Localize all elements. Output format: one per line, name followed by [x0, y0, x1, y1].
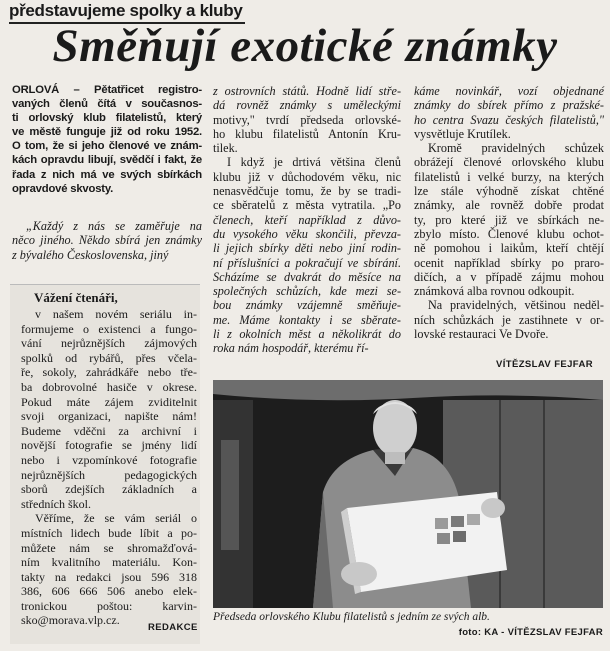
- photo-caption: Předseda orlovského Klubu filatelistů s jedním ze svých alb.: [213, 611, 490, 623]
- text-line: obrážejí členové orlovského klubu: [414, 155, 604, 170]
- text-line: ba dobrovolné hasiče v okrese.: [21, 379, 197, 394]
- column-1-quote: [12, 219, 202, 262]
- text-line: „Každý z nás se zaměřuje na: [26, 219, 202, 233]
- text-line: Na pravidelných, většinou neděl-: [428, 298, 604, 313]
- text-line: Scházíme se dvakrát do měsíce na: [213, 269, 401, 284]
- text-line: filatelistů i velké burzy, na kterých: [414, 169, 604, 184]
- text-line: svoji organizaci, napište nám!: [21, 409, 197, 424]
- text-line: li z okolních měst a několikrát do: [213, 327, 401, 342]
- text-line: lovské restauraci Ve Dvoře.: [414, 327, 549, 342]
- author-byline: VÍTĚZSLAV FEJFAR: [496, 359, 594, 370]
- text-line: motivy," tvrdí předseda orlovské-: [213, 112, 401, 127]
- headline: Směňují exotické známky: [52, 20, 558, 72]
- text-line: nenasvědčuje tomu, že by se tradi-: [213, 184, 401, 199]
- text-line: li jejich sbírky děti nebo jiní rodin-: [213, 241, 401, 256]
- text-line: z bývalého Československa, jiný: [12, 247, 169, 262]
- text-line: nebo i vzpomínkové fotografie: [21, 452, 197, 467]
- text-line: známková alba rovnou odkoupit.: [414, 284, 575, 299]
- text-line: ce sběratelů z města vytratila. „Po: [213, 198, 401, 213]
- text-line: místních lidech bude líbit a po-: [21, 525, 197, 540]
- text-line: ti orlovský klub filatelistů, který: [12, 112, 202, 125]
- text-line: společných schůzích, kde mezi se-: [213, 284, 401, 299]
- text-line: ORLOVÁ – Pětatřicet registro-: [12, 84, 202, 96]
- text-line: známky do sbírek přímo z pražské-: [414, 98, 604, 113]
- reader-notice-title: Vážení čtenáři,: [34, 290, 118, 305]
- text-line: tilek.: [213, 141, 238, 156]
- text-line: vaných členů čítá v současnos-: [12, 98, 202, 111]
- text-line: známky, ale rovněž dobře prodat: [414, 198, 604, 213]
- text-line: ho klubu filatelistů Antonín Kru-: [213, 126, 401, 141]
- text-line: z ostrovních států. Hodně lidí stře-: [213, 84, 401, 98]
- text-line: řada z nich má ve svých sbírkách: [12, 168, 202, 181]
- text-line: formujeme o existenci a fungo-: [21, 321, 197, 336]
- text-line: tronickou poštou: karvin-: [21, 598, 197, 613]
- text-line: v našem novém seriálu in-: [35, 307, 197, 321]
- article-photo: [213, 380, 603, 608]
- lead-paragraph: [12, 83, 202, 196]
- text-line: opravdové skvosty.: [12, 182, 114, 195]
- reader-notice-text: [21, 307, 197, 628]
- text-line: 386, 606 666 506 anebo elek-: [21, 584, 197, 599]
- text-line: du vysokého věku skončili, převza-: [213, 226, 401, 241]
- text-line: káme novinkář, vozí objednané: [414, 84, 604, 98]
- column-3-text: [414, 84, 604, 341]
- text-line: středních škol.: [21, 496, 91, 511]
- reader-notice-box: [10, 284, 200, 644]
- text-line: sko@morava.vlp.cz.: [21, 613, 120, 628]
- text-line: klubu již v důchodovém věku, nic: [213, 169, 401, 184]
- text-line: vysvětluje Krutílek.: [414, 126, 511, 141]
- column-2-text: [213, 84, 401, 356]
- text-line: lze stále výhodně získat chtěné: [414, 184, 604, 199]
- text-line: něco jiného. Někdo sbírá jen známky: [12, 233, 202, 248]
- text-line: O tom, že si jeho členové ve znám-: [12, 140, 202, 153]
- text-line: spolků od rybářů, přes včela-: [21, 350, 197, 365]
- text-line: dá rovněž známky s uměleckými: [213, 98, 401, 113]
- text-line: novější fotografie se jmény lidí: [21, 438, 197, 453]
- text-line: můžete nám se shromažďová-: [21, 540, 197, 555]
- text-line: kách opravdu libují, svědčí i fakt, že: [12, 154, 202, 167]
- text-line: Věříme, že se vám seriál o: [35, 511, 197, 526]
- text-line: ocenit například sbírky po praro-: [414, 255, 604, 270]
- photo-collector-with-album: [213, 380, 603, 608]
- text-line: Kromě pravidelných schůzek: [428, 141, 604, 156]
- text-line: sborů zdejších základních a: [21, 482, 197, 497]
- text-line: roka nám hospodář, kterému ří-: [213, 341, 369, 356]
- reader-notice-signature: REDAKCE: [148, 622, 198, 633]
- text-line: ho centra Svazu českých filatelistů,": [414, 112, 604, 127]
- text-line: nejrůznějších pedagogických: [21, 467, 197, 482]
- text-line: ně pomohou i laikům, kteří chtějí: [414, 241, 604, 256]
- text-line: Budeme vděčni za archivní i: [21, 423, 197, 438]
- text-line: zbylo místo. Členové klubu ochot-: [414, 226, 604, 241]
- text-line: ních schůzkách je zastihnete v or-: [414, 312, 604, 327]
- text-line: ře, sokoly, zahrádkáře nebo tře-: [21, 365, 197, 380]
- text-line: I když je drtivá většina členů: [227, 155, 401, 170]
- text-line: členech, kteří například z důvo-: [213, 212, 401, 227]
- text-line: bou známky vzájemně směňuje-: [213, 298, 401, 313]
- text-line: ty, pro které již ve sbírkách ne-: [414, 212, 604, 227]
- section-kicker: představujeme spolky a kluby: [9, 2, 245, 24]
- text-line: vání nejrůznějších zájmových: [21, 336, 197, 351]
- photo-credit: foto: KA - VÍTĚZSLAV FEJFAR: [458, 627, 603, 638]
- text-line: ní příslušníci a pokračují ve sbírání.: [213, 255, 401, 270]
- text-line: Pokud máte zájem zviditelnit: [21, 394, 197, 409]
- text-line: ním kvalitního materiálu. Kon-: [21, 555, 197, 570]
- text-line: dičích, a v případě zájmu mohou: [414, 269, 604, 284]
- text-line: ve městě funguje již od roku 1952.: [12, 126, 202, 139]
- text-line: me. Máme kontakty i se sběrate-: [213, 312, 401, 327]
- text-line: takty na redakci jsou 596 318: [21, 569, 197, 584]
